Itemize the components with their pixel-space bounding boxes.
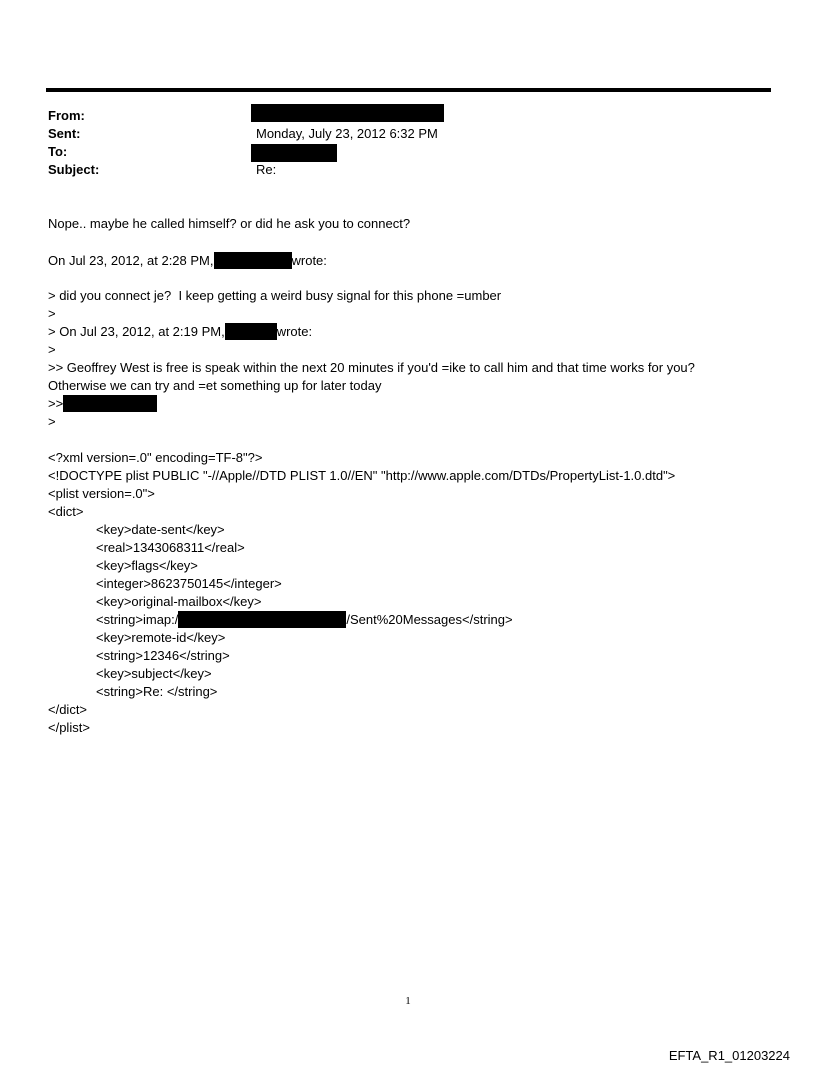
- signature-redaction: [63, 395, 157, 412]
- quote2-text: Otherwise we can try and =et something up for later today: [48, 378, 382, 393]
- quote-marker: >>: [48, 396, 64, 411]
- plist-line: <key>date-sent</key>: [96, 522, 225, 537]
- quote2-text: >> Geoffrey West is free is speak within the next 20 minutes if you'd =ike to call him and that time works for you?: [48, 360, 695, 375]
- from-label: From:: [48, 108, 85, 123]
- subject-label: Subject:: [48, 162, 100, 177]
- quote1-header: [48, 252, 327, 270]
- plist-imap-prefix: <string>imap:/: [96, 612, 179, 627]
- page-number: 1: [405, 995, 411, 1007]
- header-divider: [46, 88, 771, 92]
- plist-line: <key>remote-id</key>: [96, 630, 226, 645]
- plist-line: <string>Re: </string>: [96, 684, 218, 699]
- plist-line: <plist version=.0">: [48, 486, 155, 501]
- quote-signature: [48, 395, 157, 413]
- quote1-sender-redaction: [214, 252, 292, 269]
- sent-value: Monday, July 23, 2012 6:32 PM: [256, 126, 438, 141]
- plist-line: <real>1343068311</real>: [96, 540, 245, 555]
- plist-line: <key>flags</key>: [96, 558, 198, 573]
- to-redaction: [251, 144, 337, 162]
- plist-line: <integer>8623750145</integer>: [96, 576, 282, 591]
- quote-marker: >: [48, 306, 56, 321]
- plist-line: <?xml version=.0" encoding=TF-8"?>: [48, 450, 263, 465]
- plist-line: </plist>: [48, 720, 90, 735]
- reply-text: Nope.. maybe he called himself? or did he ask you to connect?: [48, 216, 411, 231]
- plist-line: </dict>: [48, 702, 88, 717]
- quote2-prefix: > On Jul 23, 2012, at 2:19 PM,: [48, 324, 225, 339]
- quote1-prefix: On Jul 23, 2012, at 2:28 PM,: [48, 253, 214, 268]
- quote2-sender-redaction: [225, 323, 277, 340]
- sent-label: Sent:: [48, 126, 81, 141]
- quote1-text: > did you connect je? I keep getting a weird busy signal for this phone =umber: [48, 288, 502, 303]
- mailbox-redaction: [178, 611, 346, 628]
- quote-marker: >: [48, 342, 56, 357]
- plist-line: <!DOCTYPE plist PUBLIC "-//Apple//DTD PLIST 1.0//EN" "http://www.apple.com/DTDs/PropertyList-1.0.dtd">: [48, 468, 676, 483]
- plist-line: <dict>: [48, 504, 84, 519]
- to-label: To:: [48, 144, 68, 159]
- plist-imap-suffix: /Sent%20Messages</string>: [346, 612, 513, 627]
- plist-line: <key>subject</key>: [96, 666, 212, 681]
- quote-marker: >: [48, 414, 56, 429]
- quote2-suffix: wrote:: [276, 324, 313, 339]
- quote2-header: [48, 323, 312, 341]
- quote1-suffix: wrote:: [291, 253, 327, 268]
- subject-value: Re:: [256, 162, 277, 177]
- plist-line: <string>12346</string>: [96, 648, 230, 663]
- plist-line: <key>original-mailbox</key>: [96, 594, 262, 609]
- from-redaction: [251, 104, 444, 122]
- plist-line: [96, 611, 513, 629]
- document-id: EFTA_R1_01203224: [668, 1048, 790, 1063]
